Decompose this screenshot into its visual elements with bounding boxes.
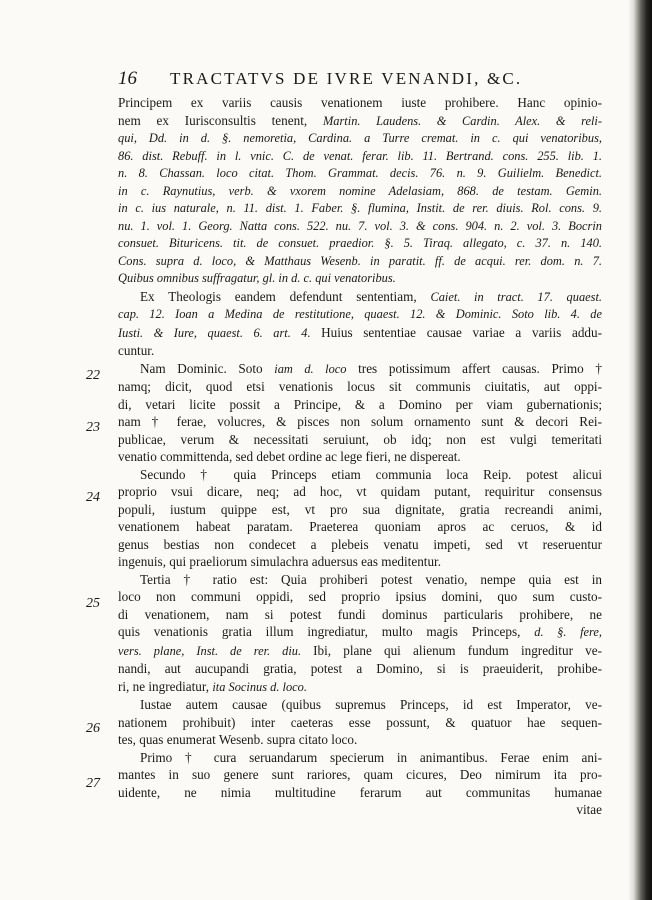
text-line: tes, quas enumerat Wesenb. supra citato loco. xyxy=(118,732,358,747)
text-line xyxy=(118,112,602,131)
text-line: nandi, aut aucupandi gratia, potest a Domino, si is praeuiderit, prohibe- xyxy=(118,661,602,676)
text-line: venationem habeat paratam. Praeterea quoniam apros ac ceruos, & id xyxy=(118,519,602,534)
text-span: nem ex Iurisconsultis tenent, xyxy=(118,112,323,128)
text-line xyxy=(118,324,602,343)
margin-number: 24 xyxy=(86,490,100,505)
citation-line: consuet. Bituricens. tit. de consuet. praedior. §. 5. Tiraq. allegato, c. 37. n. 140. xyxy=(118,236,602,250)
text-line: loco non communi oppidi, sed proprio ipsius domini, quo sum custo- xyxy=(118,589,602,604)
citation: vers. plane, Inst. de rer. diu. xyxy=(118,643,314,658)
text-line: namq; dicit, quod etsi venationis locus sit communis ciuitatis, aut oppi- xyxy=(118,379,602,394)
running-title: TRACTATVS DE IVRE VENANDI, &C. xyxy=(170,69,523,88)
margin-number: 26 xyxy=(86,721,100,736)
text-span: Huius sententiae causae variae a variis addu- xyxy=(321,324,602,340)
text-line: mantes in suo genere sunt rariores, quam cicures, Deo nimirum ita pro- xyxy=(118,767,602,782)
text-line: Iustae autem causae (quibus supremus Princeps, id est Imperator, ve- xyxy=(140,697,602,712)
text-line: venatio committenda, sed debet ordine ac lege fieri, ne dispereat. xyxy=(118,449,461,464)
margin-number: 25 xyxy=(86,596,100,611)
text-line: cuntur. xyxy=(118,343,155,358)
text-line xyxy=(118,360,602,379)
citation-line: n. 8. Chassan. loco citat. Thom. Grammat. decis. 76. n. 9. Guilielm. Benedict. xyxy=(118,166,602,180)
text-line xyxy=(118,642,602,661)
text-line: nationem prohibuit) inter caeteras esse possunt, & quatuor hae sequen- xyxy=(118,714,602,730)
text-line: uidente, ne nimia multitudine ferarum aut communitas humanae xyxy=(118,784,602,800)
text-line xyxy=(118,288,602,307)
citation-line: in c. Raynutius, verb. & vxorem nomine Adelasiam, 868. de testam. Gemin. xyxy=(118,183,602,198)
text-span: Nam Dominic. Soto xyxy=(140,360,275,376)
margin-number: 23 xyxy=(86,420,100,435)
text-span: quis venationis gratia illum ingrediatur, multo magis Princeps, xyxy=(118,624,535,639)
citation-line: Quibus omnibus suffragatur, gl. in d. c. qui venatoribus. xyxy=(118,271,396,285)
text-span: ri, ne ingrediatur, xyxy=(118,678,213,694)
text-line: publicae, verum & necessitati seruiunt, ob idq; non est vulgi temeritati xyxy=(118,431,602,447)
text-line: genus bestias non condecet a plebeis venatu impeti, sed vt reseruentur xyxy=(118,536,602,552)
citation: iam d. loco xyxy=(274,361,347,376)
citation: d. §. fere, xyxy=(534,625,602,639)
citation-line: Cons. supra d. loco, & Matthaus Wesenb. in paratit. ff. de acqui. rer. dom. n. 7. xyxy=(118,253,602,268)
text-line: Primo † cura seruandarum specierum in animantibus. Ferae enim ani- xyxy=(140,749,602,765)
citation: Martin. Laudens. & Cardin. Alex. & reli- xyxy=(322,113,602,128)
text-line xyxy=(118,678,602,697)
citation-line: nu. 1. vol. 1. Georg. Natta cons. 522. nu. 7. vol. 3. & cons. 904. n. 2. vol. 3. Bocrin xyxy=(118,218,602,233)
margin-number: 22 xyxy=(86,368,100,383)
citation: Caiet. in tract. 17. quaest. xyxy=(430,289,602,304)
citation-line: qui, Dd. in d. §. nemoretia, Cardina. a Turre cremat. in c. qui venatoribus, xyxy=(118,131,602,145)
text-line: ingenuis, qui praeliorum simulachra aduersus eas meditentur. xyxy=(118,554,442,569)
catchword: vitae xyxy=(576,802,602,817)
text-line: di, vetari licite possit a Principe, & a Domino per viam gubernationis; xyxy=(118,396,602,412)
page-body xyxy=(118,94,602,819)
text-span: tres potissimum affert causas. Primo † xyxy=(346,360,602,376)
page-number: 16 xyxy=(118,68,137,89)
text-line: Principem ex variis causis venationem iuste prohibere. Hanc opinio- xyxy=(118,95,602,110)
page-header xyxy=(118,68,598,90)
margin-number: 27 xyxy=(86,776,100,791)
book-spine xyxy=(634,0,652,900)
text-span: Ex Theologis eandem defendunt sententiam, xyxy=(140,288,431,304)
text-line: di venationem, nam si potest fundi dominus particularis prohibere, ne xyxy=(118,606,602,622)
text-line: proprio vsui dicare, neq; ad hoc, vt quidam putant, requiritur consensus xyxy=(118,484,602,499)
text-line xyxy=(118,623,602,642)
text-line: populi, iustum quippe est, vt pro sua dignitate, gratia recreandi animi, xyxy=(118,501,602,517)
citation-line: 86. dist. Rebuff. in l. vnic. C. de venat. ferar. lib. 11. Bertrand. cons. 255. lib. 1. xyxy=(118,148,602,163)
citation-line: cap. 12. Ioan a Medina de restitutione, quaest. 12. & Dominic. Soto lib. 4. de xyxy=(118,307,602,321)
citation: ita Socinus d. loco. xyxy=(212,679,307,694)
text-line: Tertia † ratio est: Quia prohiberi potest venatio, nempe quia est in xyxy=(140,571,602,587)
text-line: nam † ferae, volucres, & pisces non solum ornamento sunt & decori Rei- xyxy=(118,414,602,429)
text-span: Ibi, plane qui alienum fundum ingreditur ve- xyxy=(313,642,602,658)
citation-line: in c. ius naturale, n. 11. dist. 1. Faber. §. flumina, Instit. de rer. diuis. Rol. cons. 9. xyxy=(118,201,602,215)
citation: Iusti. & Iure, quaest. 6. art. 4. xyxy=(118,325,322,340)
text-line: Secundo † quia Princeps etiam communia loca Reip. potest alicui xyxy=(140,466,602,482)
